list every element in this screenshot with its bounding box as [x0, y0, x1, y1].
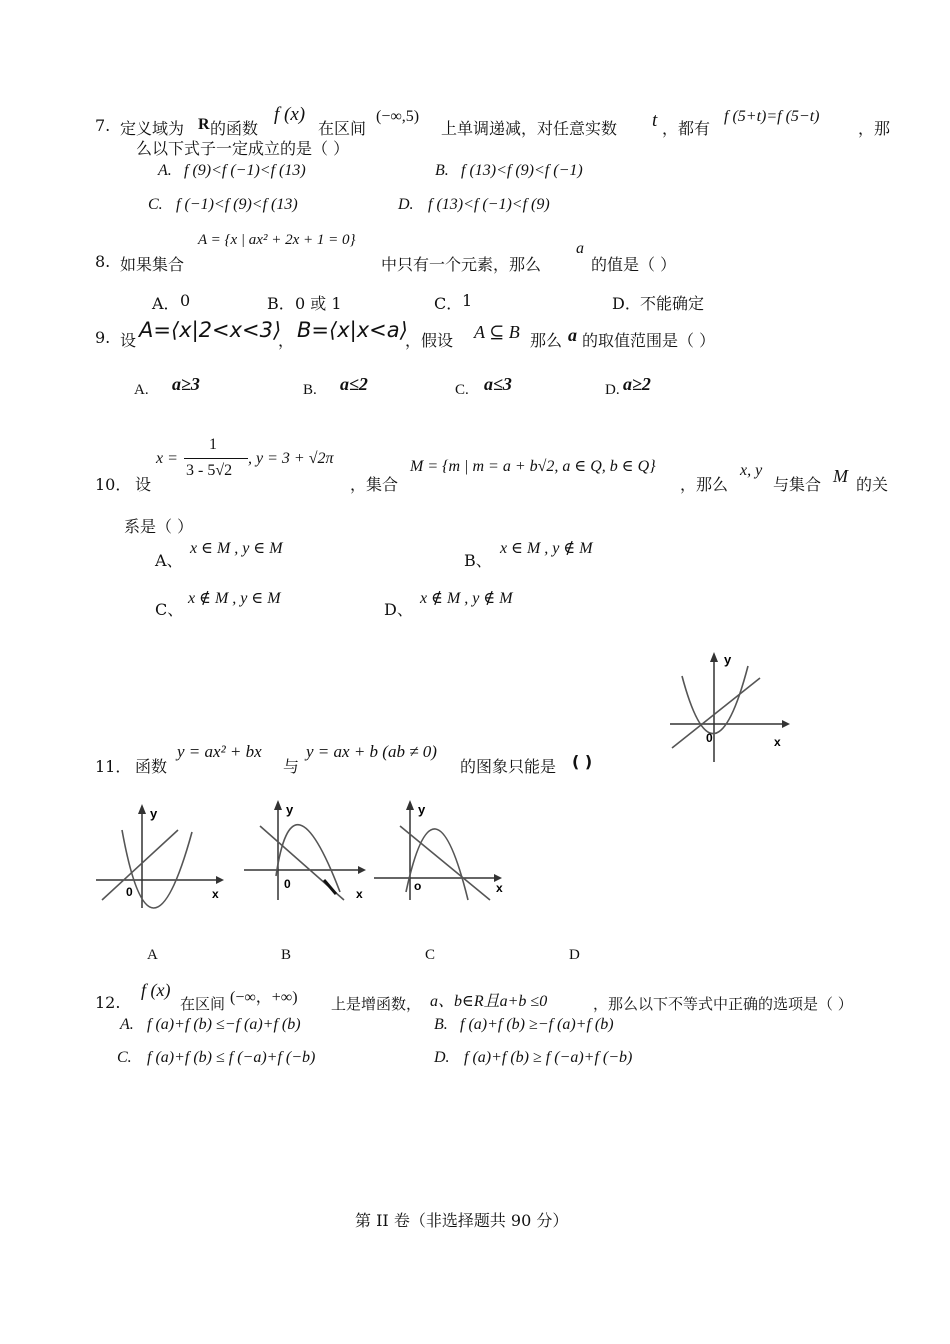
- q7-option-b[interactable]: f (13)<f (9)<f (−1): [461, 162, 583, 179]
- q8-option-a-label: A．: [152, 294, 180, 313]
- q7-text-4: 上单调递减，对任意实数: [441, 119, 618, 138]
- q9-option-b[interactable]: a≤2: [340, 374, 368, 394]
- q11-func-2: y = ax + b (ab ≠ 0): [306, 742, 437, 761]
- graph-a-origin: 0: [126, 885, 133, 899]
- graph-b-arrow-mark: [324, 880, 336, 894]
- q9-var-a: a: [568, 325, 577, 345]
- graph-c-y-arrow: [406, 800, 414, 810]
- q7-text-3: 在区间: [318, 119, 367, 138]
- q7-interval: (−∞,5): [376, 108, 420, 125]
- q10-text-3: ，那么: [680, 475, 729, 494]
- q10-option-d-label: D、: [384, 600, 413, 619]
- q7-text-2: 的函数: [210, 119, 259, 138]
- graph-a-line: [102, 830, 178, 900]
- q7-option-a-label: A.: [158, 162, 172, 179]
- q9-set-a: A=⟨x|2<x<3⟩: [139, 318, 282, 342]
- q9-sep: ，: [278, 331, 295, 350]
- q12-option-d[interactable]: f (a)+f (b) ≥ f (−a)+f (−b): [464, 1049, 633, 1066]
- q7-option-c[interactable]: f (−1)<f (9)<f (13): [176, 196, 298, 213]
- q10-option-c[interactable]: x ∉ M , y ∈ M: [188, 590, 281, 607]
- q7-option-b-label: B.: [435, 162, 449, 179]
- q9-option-d[interactable]: a≥2: [623, 374, 651, 394]
- q10-x-lhs: x =: [156, 450, 178, 467]
- q8-text-2: 中只有一个元素，那么: [381, 255, 542, 274]
- q11-text-2: 与: [283, 757, 300, 776]
- q8-set: A = {x | ax² + 2x + 1 = 0}: [198, 232, 356, 248]
- graph-c-y-label: y: [418, 802, 426, 817]
- graph-b-x-label: x: [356, 887, 363, 901]
- q10-option-b-label: B、: [464, 551, 492, 570]
- q7-text-6: ，那: [858, 119, 891, 138]
- q9-text-1: 设: [120, 331, 137, 350]
- q9-option-d-label: D.: [605, 382, 620, 398]
- q8-text-1: 如果集合: [120, 255, 185, 274]
- graph-c[interactable]: [370, 796, 510, 906]
- q12-fx: f (x): [141, 980, 171, 1000]
- graph-b-origin: 0: [284, 877, 291, 891]
- q9-text-2: ，假设: [405, 331, 454, 350]
- graph-d[interactable]: [662, 646, 792, 766]
- graph-d-y-arrow: [710, 652, 718, 662]
- graph-b-y-label: y: [286, 802, 294, 817]
- q7-number: 7.: [95, 116, 111, 135]
- graph-d-origin: 0: [706, 731, 713, 745]
- q8-option-c[interactable]: 1: [462, 291, 473, 310]
- q7-fx: f (x): [274, 104, 306, 125]
- q8-text-3: 的值是（ ）: [591, 255, 677, 274]
- graph-b-y-arrow: [274, 800, 282, 810]
- graph-a-x-label: x: [212, 887, 219, 901]
- q10-option-a[interactable]: x ∈ M , y ∈ M: [190, 540, 283, 557]
- q7-option-a[interactable]: f (9)<f (−1)<f (13): [184, 162, 306, 179]
- q10-y-def: , y = 3 + √2π: [248, 450, 334, 467]
- q8-var-a: a: [576, 240, 584, 257]
- q8-option-b-label: B．: [267, 294, 295, 313]
- q7-real-set: R: [198, 116, 210, 133]
- q11-number: 11．: [95, 757, 132, 776]
- q10-text-1: 设: [135, 475, 152, 494]
- q9-set-b: B=⟨x|x<a⟩: [297, 318, 408, 342]
- q7-option-c-label: C.: [148, 196, 163, 213]
- graph-label-d: D: [569, 947, 580, 963]
- q12-option-a-label: A.: [120, 1016, 134, 1033]
- q9-subset: A ⊆ B: [474, 322, 520, 342]
- q10-xy: x, y: [740, 462, 763, 479]
- graph-label-a: A: [147, 947, 158, 963]
- q9-option-c-label: C.: [455, 382, 469, 398]
- q7-text-line2: 么以下式子一定成立的是（ ）: [136, 139, 350, 158]
- q12-option-d-label: D.: [434, 1049, 450, 1066]
- q12-text-2: 上是增函数，: [331, 995, 422, 1013]
- q10-text-line2: 系是（ ）: [124, 517, 194, 536]
- q12-option-c[interactable]: f (a)+f (b) ≤ f (−a)+f (−b): [147, 1049, 316, 1066]
- graph-c-origin: o: [414, 879, 422, 893]
- graph-a-x-arrow: [216, 876, 224, 884]
- q8-option-a[interactable]: 0: [180, 291, 191, 310]
- q10-number: 10．: [95, 475, 132, 494]
- q10-m: M: [833, 466, 848, 486]
- q7-var-t: t: [652, 110, 658, 131]
- q10-text-4: 与集合: [773, 475, 822, 494]
- graph-d-x-label: x: [774, 735, 781, 749]
- q12-number: 12.: [95, 993, 121, 1012]
- q9-option-b-label: B.: [303, 382, 317, 398]
- q12-option-a[interactable]: f (a)+f (b) ≤−f (a)+f (b): [147, 1016, 301, 1033]
- q9-option-c[interactable]: a≤3: [484, 374, 512, 394]
- q9-number: 9.: [95, 328, 111, 347]
- q8-number: 8.: [95, 252, 111, 271]
- q11-text-3: 的图象只能是: [460, 757, 557, 776]
- q9-option-a[interactable]: a≥3: [172, 374, 200, 394]
- q7-equation: f (5+t)=f (5−t): [724, 108, 820, 125]
- q10-text-5: 的关: [856, 475, 889, 494]
- q11-func-1: y = ax² + bx: [177, 742, 262, 761]
- graph-a[interactable]: [92, 800, 227, 910]
- q8-option-d-label: D．: [612, 294, 641, 313]
- q10-fraction-bar: [184, 458, 248, 459]
- q7-option-d-label: D.: [398, 196, 414, 213]
- q10-option-d[interactable]: x ∉ M , y ∉ M: [420, 590, 513, 607]
- graph-label-b: B: [281, 947, 292, 963]
- q10-option-a-label: A、: [155, 551, 183, 570]
- q10-option-b[interactable]: x ∈ M , y ∉ M: [500, 540, 593, 557]
- graph-a-y-arrow: [138, 804, 146, 814]
- q8-option-c-label: C．: [434, 294, 463, 313]
- graph-b[interactable]: [240, 796, 375, 906]
- q12-interval: (−∞，+∞): [230, 989, 298, 1006]
- q12-text-3: ，那么以下不等式中正确的选项是（ ）: [593, 995, 853, 1013]
- q12-option-b-label: B.: [434, 1016, 448, 1033]
- graph-b-x-arrow: [358, 866, 366, 874]
- q10-frac-den: 3 - 5√2: [186, 462, 233, 479]
- q7-text-5: ，都有: [662, 119, 711, 138]
- graph-d-x-arrow: [782, 720, 790, 728]
- section-title: 第 II 卷（非选择题共 90 分）: [355, 1211, 569, 1230]
- q12-condition: a、b∈R且a+b ≤0: [430, 993, 548, 1010]
- q8-option-d[interactable]: 不能确定: [640, 294, 705, 313]
- q10-set-m: M = {m | m = a + b√2, a ∈ Q, b ∈ Q}: [410, 458, 656, 475]
- q10-option-c-label: C、: [155, 600, 184, 619]
- graph-a-y-label: y: [150, 806, 158, 821]
- q9-text-3: 那么: [530, 331, 563, 350]
- q9-option-a-label: A.: [134, 382, 149, 398]
- graph-d-y-label: y: [724, 652, 732, 667]
- graph-label-c: C: [425, 947, 436, 963]
- q7-text-1: 定义域为: [120, 119, 185, 138]
- q8-option-b[interactable]: 0 或 1: [295, 294, 342, 313]
- q10-frac-num: 1: [209, 436, 217, 453]
- graph-c-x-label: x: [496, 881, 503, 895]
- q11-text-1: 函数: [135, 757, 168, 776]
- q12-option-b[interactable]: f (a)+f (b) ≥−f (a)+f (b): [460, 1016, 614, 1033]
- q12-option-c-label: C.: [117, 1049, 132, 1066]
- q9-text-4: 的取值范围是（ ）: [582, 331, 716, 350]
- q7-option-d[interactable]: f (13)<f (−1)<f (9): [428, 196, 550, 213]
- q12-text-1: 在区间: [180, 995, 226, 1013]
- q11-paren: ( ): [572, 752, 593, 771]
- q10-text-2: ，集合: [350, 475, 399, 494]
